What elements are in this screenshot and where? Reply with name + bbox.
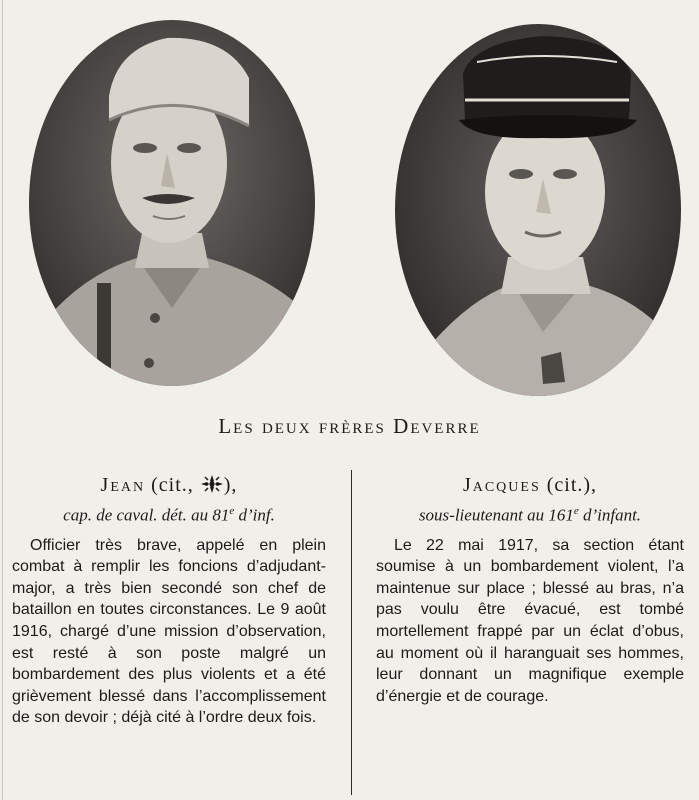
jean-name: Jean	[100, 474, 146, 496]
column-divider	[351, 470, 352, 795]
portrait-jean	[27, 18, 317, 388]
column-jean	[12, 472, 326, 729]
jacques-citation-text: Le 22 mai 1917, sa section étant soumise à un bombardement violent, l’a maintenue sur place ; blessé au bras, n’a pas voulu être évacué, est tombé mortellement frappé par un éclat d’obus, au moment où il haranguait ses hommes, leur donnant un magnifique exemple d’énergie et de courage.	[376, 536, 684, 705]
jean-rank-sup: e	[229, 505, 235, 517]
column-jacques	[376, 472, 684, 707]
page-edge-line	[2, 0, 3, 800]
jacques-name: Jacques	[462, 474, 541, 496]
photo-caption	[0, 414, 699, 439]
jacques-citation: (cit.),	[546, 474, 598, 496]
jean-rank-text: cap. de caval. dét. au 81	[63, 505, 230, 525]
jean-rank	[12, 498, 326, 529]
jacques-rank	[376, 498, 684, 529]
jean-citation-close: ),	[223, 474, 238, 496]
caption-word-deux: deux	[261, 414, 312, 438]
jean-heading	[12, 472, 326, 498]
jacques-heading	[376, 472, 684, 498]
jacques-rank-tail: d’infant.	[578, 505, 642, 525]
jean-rank-tail: d’inf.	[234, 505, 275, 525]
croix-de-guerre-icon	[200, 474, 224, 494]
caption-first-letter: L	[218, 414, 234, 438]
caption-word-freres: frères	[318, 414, 386, 438]
caption-name-rest: everre	[410, 414, 481, 438]
caption-name-initial: D	[393, 414, 411, 438]
jean-citation-text: Officier très brave, appelé en plein combat à remplir les foncions d’adjudant-major, a très bien secondé son chef de bataillon en toutes circonstances. Le 9 août 1916, chargé d’une mission d’observation, est resté à son poste malgré un bombardement des plus violents et a été grièvement blessé dans l’accomplissement de son devoir ; déjà cité à l’ordre deux fois.	[12, 536, 326, 727]
jean-citation: (cit.,	[151, 474, 200, 496]
portrait-jacques	[393, 22, 683, 398]
caption-word-les: es	[233, 414, 255, 438]
jacques-rank-text: sous-lieutenant au 161	[418, 505, 574, 525]
jacques-rank-sup: e	[573, 505, 579, 517]
